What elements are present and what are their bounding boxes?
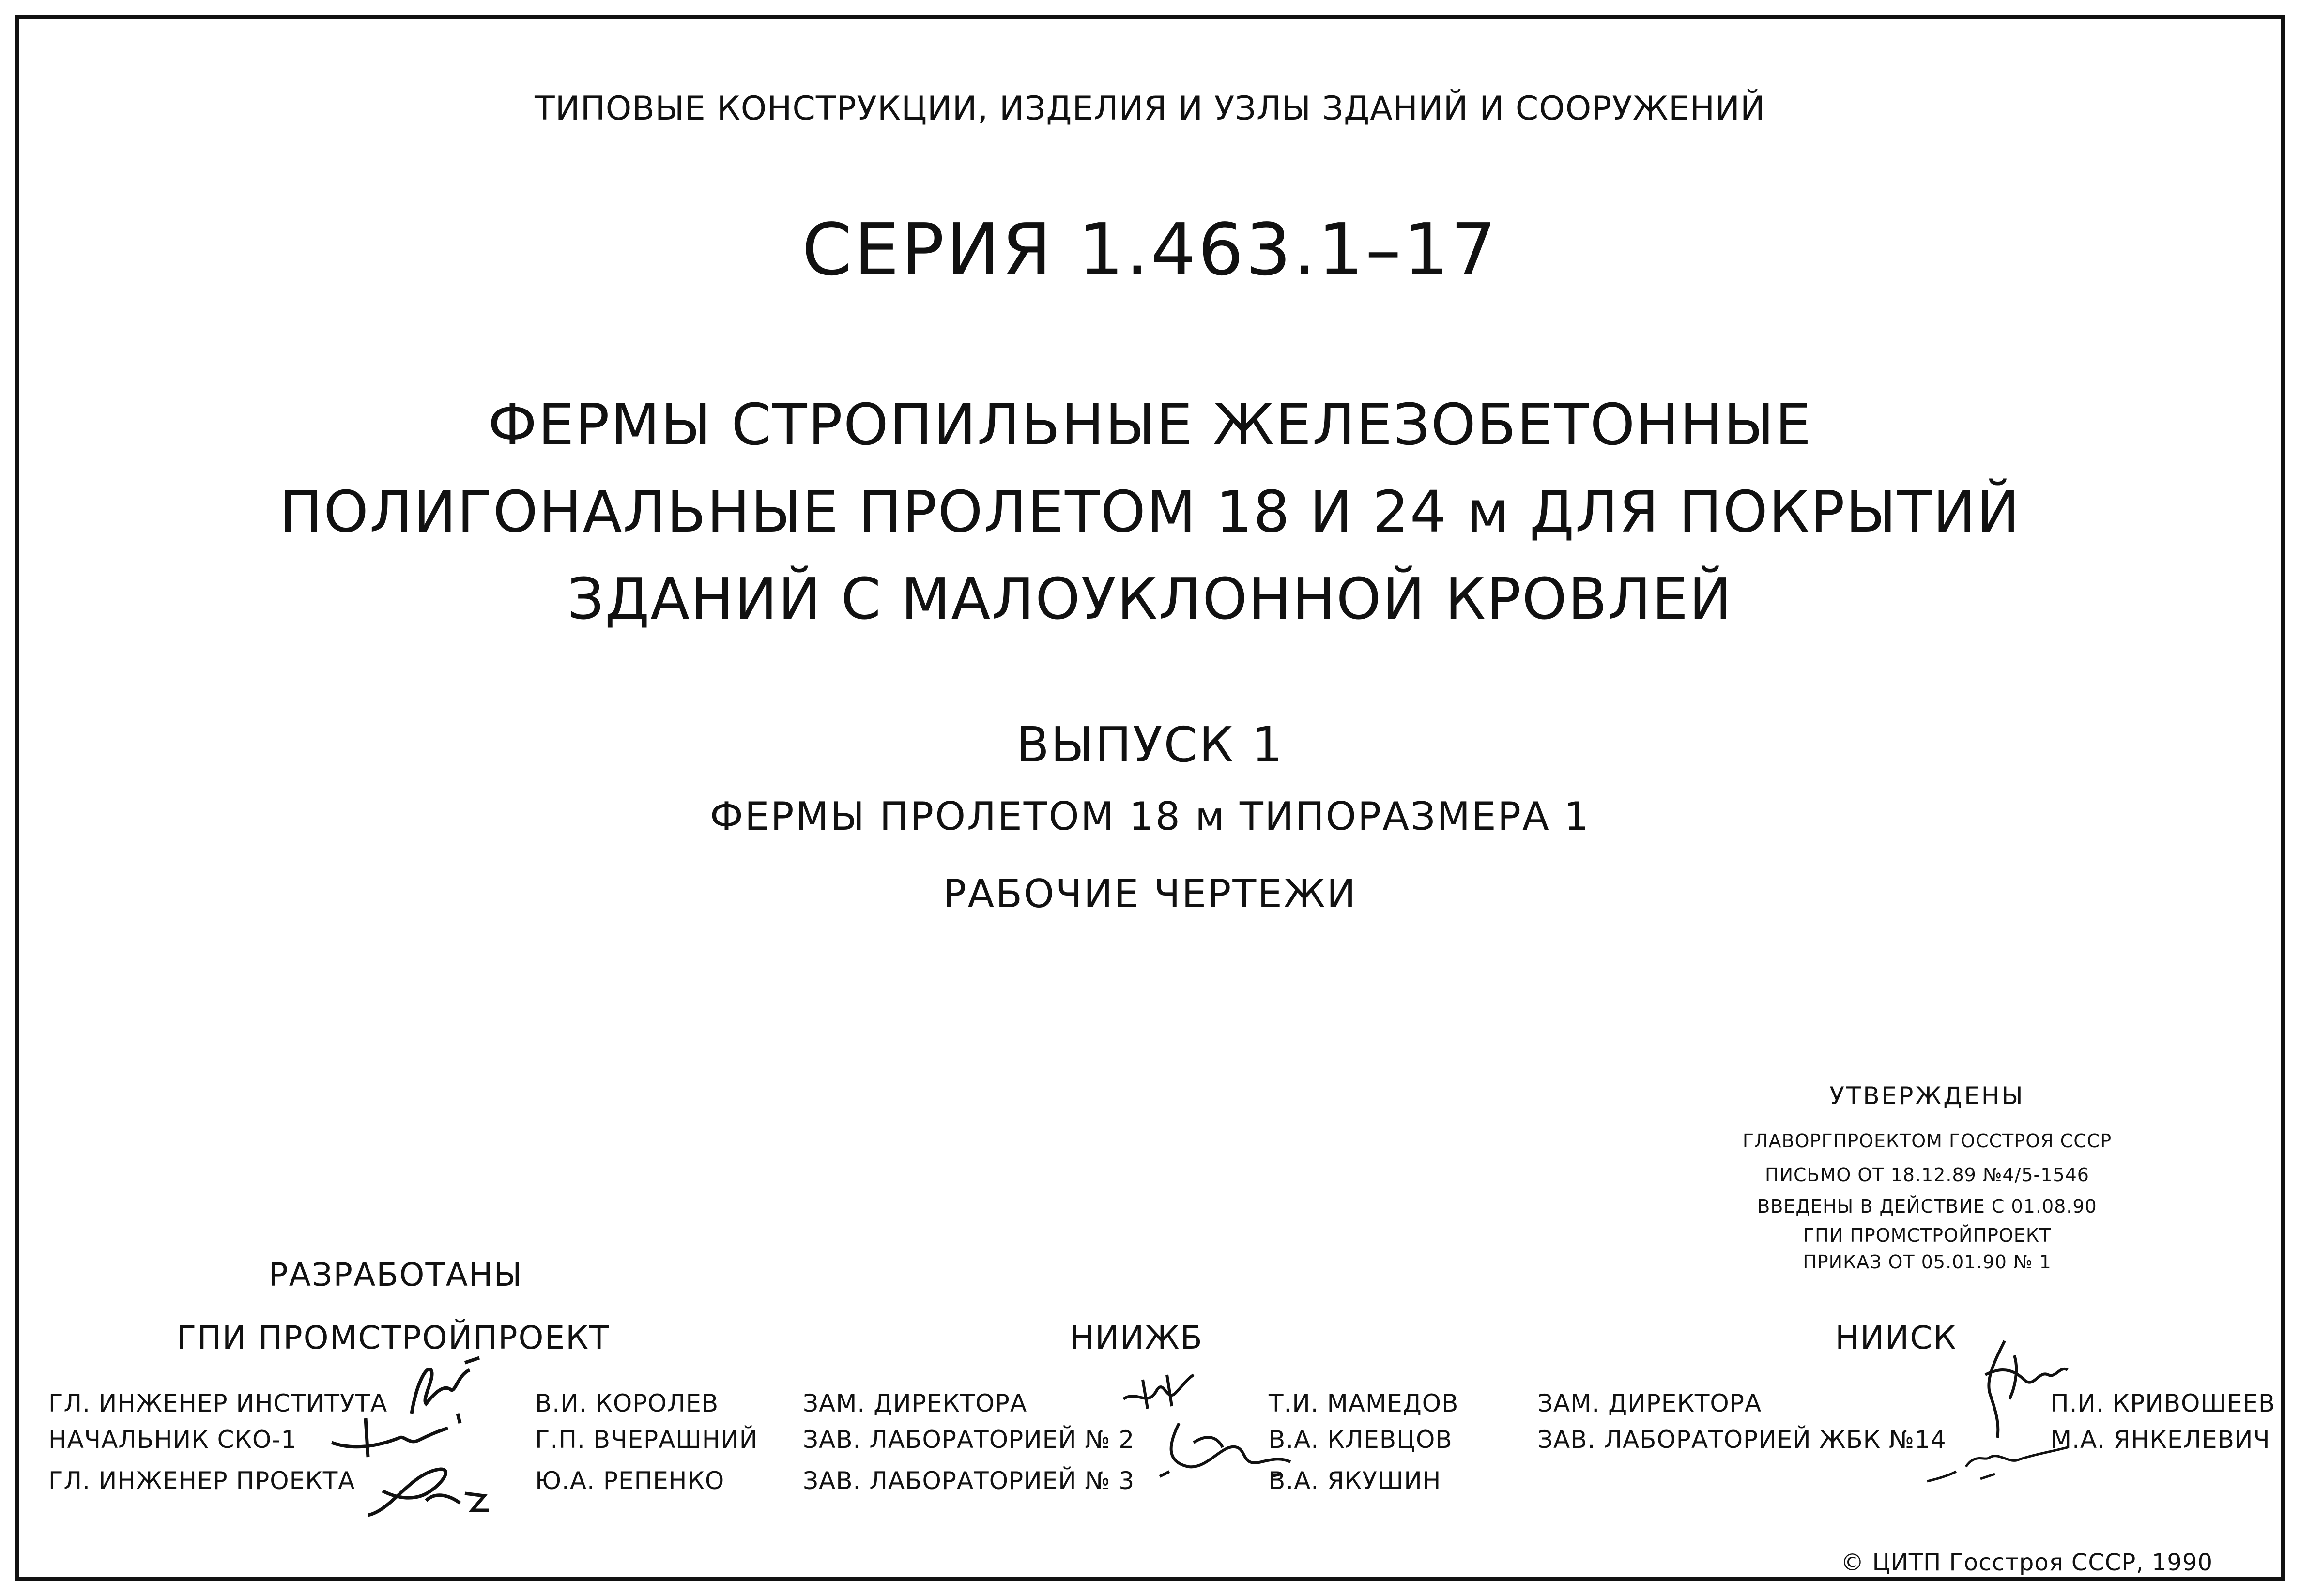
person-name: М.А. ЯНКЕЛЕВИЧ (2051, 1426, 2270, 1454)
issue-label: ВЫПУСК 1 (1016, 716, 1284, 773)
copyright: © ЦИТП Госстроя СССР, 1990 (1840, 1549, 2213, 1576)
approval-line: ПРИКАЗ ОТ 05.01.90 № 1 (1803, 1251, 2052, 1273)
org-name-niisk: НИИСК (1835, 1319, 1957, 1356)
approval-line: ГЛАВОРГПРОЕКТОМ ГОССТРОЯ СССР (1742, 1130, 2112, 1152)
person-name: В.А. КЛЕВЦОВ (1269, 1426, 1453, 1454)
role-label: ЗАМ. ДИРЕКТОРА (1537, 1389, 1762, 1417)
approval-line: ПИСЬМО ОТ 18.12.89 №4/5-1546 (1765, 1164, 2089, 1186)
approval-line: ВВЕДЕНЫ В ДЕЙСТВИЕ С 01.08.90 (1757, 1196, 2097, 1217)
role-label: НАЧАЛЬНИК СКО-1 (48, 1426, 297, 1454)
approval-heading: УТВЕРЖДЕНЫ (1829, 1082, 2025, 1110)
signature-klevtsov (1150, 1414, 1295, 1481)
person-name: Т.И. МАМЕДОВ (1269, 1389, 1459, 1417)
title-line-3: ЗДАНИЙ С МАЛОУКЛОННОЙ КРОВЛЕЙ (567, 565, 1733, 632)
person-name: Г.П. ВЧЕРАШНИЙ (535, 1426, 758, 1454)
signature-repenko (353, 1457, 499, 1530)
issue-subtitle: ФЕРМЫ ПРОЛЕТОМ 18 м ТИПОРАЗМЕРА 1 (709, 794, 1591, 839)
person-name: Ю.А. РЕПЕНКО (535, 1467, 725, 1495)
signature-yankelevich (1917, 1433, 2072, 1491)
org-name-niizhb: НИИЖБ (1070, 1319, 1203, 1356)
org-name-promstroyproekt: ГПИ ПРОМСТРОЙПРОЕКТ (177, 1319, 610, 1356)
signature-krivosheev (1966, 1336, 2072, 1443)
title-line-1: ФЕРМЫ СТРОПИЛЬНЫЕ ЖЕЛЕЗОБЕТОННЫЕ (488, 391, 1812, 458)
header-line: ТИПОВЫЕ КОНСТРУКЦИИ, ИЗДЕЛИЯ И УЗЛЫ ЗДАНИЙ И СООРУЖЕНИЙ (535, 90, 1765, 128)
signature-mamedov (1114, 1365, 1201, 1418)
document-type: РАБОЧИЕ ЧЕРТЕЖИ (943, 871, 1357, 916)
role-label: ЗАВ. ЛАБОРАТОРИЕЙ № 2 (803, 1426, 1135, 1454)
title-line-2: ПОЛИГОНАЛЬНЫЕ ПРОЛЕТОМ 18 И 24 м ДЛЯ ПОКРЫТИЙ (279, 478, 2021, 545)
role-label: ГЛ. ИНЖЕНЕР ПРОЕКТА (48, 1467, 355, 1495)
signature-vcherashny (322, 1409, 467, 1462)
person-name: В.И. КОРОЛЕВ (535, 1389, 719, 1417)
developed-label: РАЗРАБОТАНЫ (269, 1256, 523, 1293)
person-name: П.И. КРИВОШЕЕВ (2051, 1389, 2276, 1417)
role-label: ЗАМ. ДИРЕКТОРА (803, 1389, 1027, 1417)
role-label: ГЛ. ИНЖЕНЕР ИНСТИТУТА (48, 1389, 388, 1417)
approval-line: ГПИ ПРОМСТРОЙПРОЕКТ (1803, 1225, 2052, 1246)
role-label: ЗАВ. ЛАБОРАТОРИЕЙ ЖБК №14 (1537, 1426, 1947, 1454)
series-number: СЕРИЯ 1.463.1–17 (802, 208, 1498, 291)
role-label: ЗАВ. ЛАБОРАТОРИЕЙ № 3 (803, 1467, 1135, 1495)
person-name: В.А. ЯКУШИН (1269, 1467, 1441, 1495)
